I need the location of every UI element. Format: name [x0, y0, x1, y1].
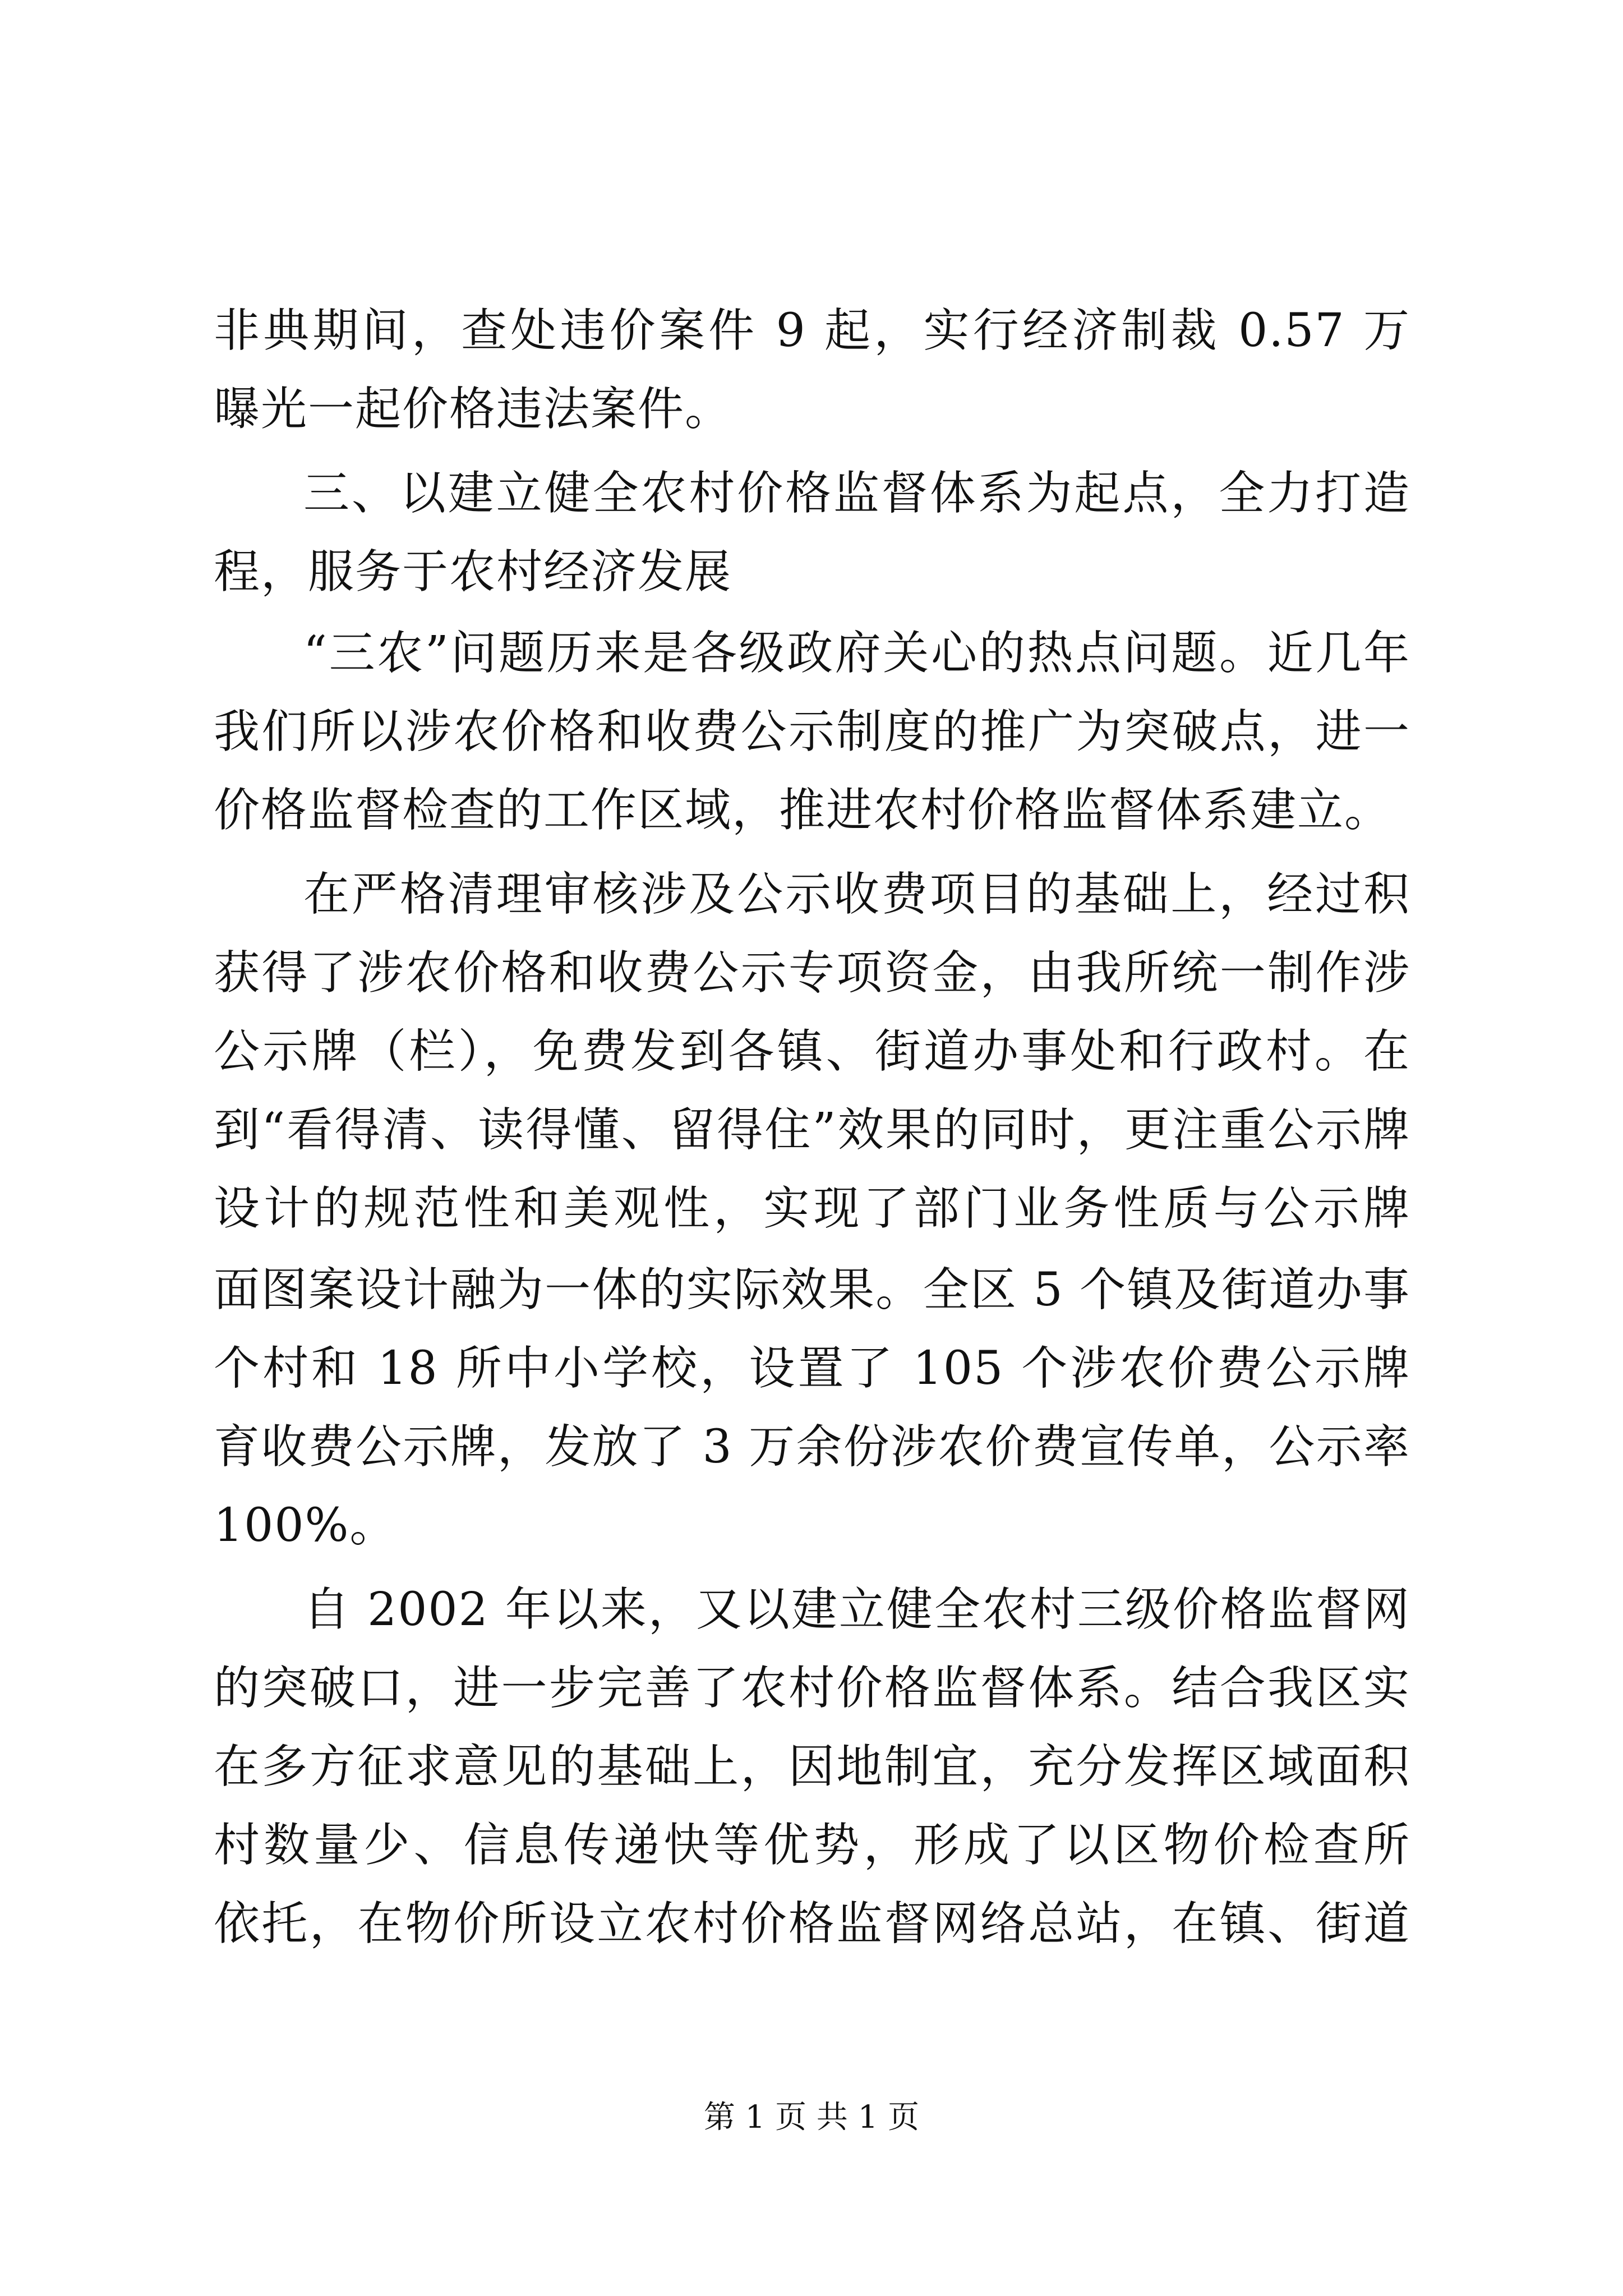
page-footer: 第 1 页 共 1 页 [703, 2099, 920, 2136]
text-line: 设计的规范性和美观性，实现了部门业务性质与公示牌 [214, 1182, 1410, 1235]
text-line: 面图案设计融为一体的实际效果。全区 5 个镇及街道办事 [214, 1263, 1410, 1317]
text-line: 自 2002 年以来，又以建立健全农村三级价格监督网 [303, 1583, 1410, 1636]
text-line: 个村和 18 所中小学校，设置了 105 个涉农价费公示牌 [214, 1342, 1410, 1395]
text-line: 价格监督检查的工作区域，推进农村价格监督体系建立。 [214, 784, 1392, 837]
text-line: 在多方征求意见的基础上，因地制宜，充分发挥区域面积 [214, 1740, 1410, 1793]
text-line: 育收费公示牌，发放了 3 万余份涉农价费宣传单，公示率 [214, 1420, 1410, 1474]
section-heading: 程，服务于农村经济发展 [214, 545, 732, 599]
text-line: 公示牌（栏），免费发到各镇、街道办事处和行政村。在 [214, 1025, 1410, 1078]
text-line: 村数量少、信息传递快等优势，形成了以区物价检查所 [214, 1819, 1410, 1872]
text-line: 在严格清理审核涉及公示收费项目的基础上，经过积 [303, 868, 1410, 921]
text-line: 获得了涉农价格和收费公示专项资金，由我所统一制作涉 [214, 946, 1410, 1000]
section-heading: 三、以建立健全农村价格监督体系为起点，全力打造 [303, 467, 1410, 520]
text-line: 曝光一起价格违法案件。 [214, 383, 732, 436]
text-line: 依托，在物价所设立农村价格监督网络总站，在镇、街道 [214, 1897, 1410, 1950]
text-line: 我们所以涉农价格和收费公示制度的推广为突破点，进一 [214, 705, 1410, 758]
text-line: 非典期间，查处违价案件 9 起，实行经济制裁 0.57 万 [214, 304, 1410, 357]
text-line: “三农”问题历来是各级政府关心的热点问题。近几年 [303, 627, 1410, 680]
text-line: 100%。 [214, 1499, 397, 1552]
text-line: 到“看得清、读得懂、留得住”效果的同时，更注重公示牌 [214, 1103, 1410, 1157]
text-line: 的突破口，进一步完善了农村价格监督体系。结合我区实 [214, 1662, 1410, 1715]
